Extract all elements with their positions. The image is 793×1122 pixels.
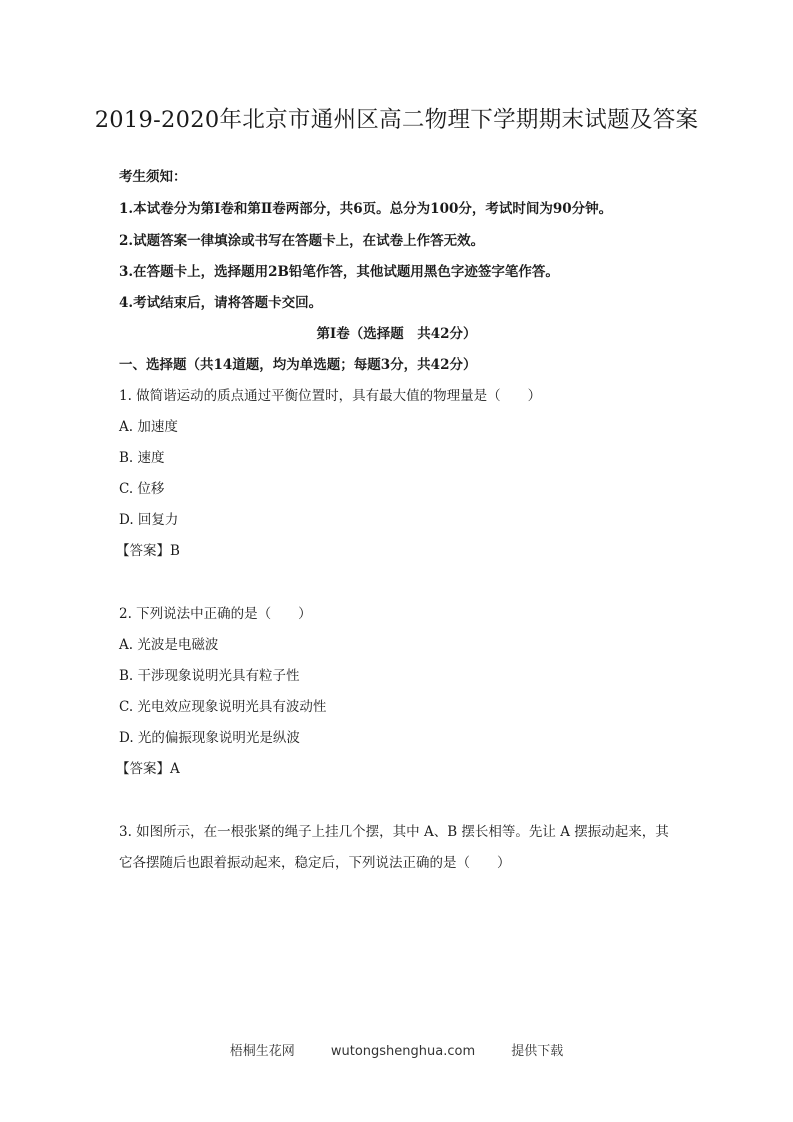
- question-1-answer: 【答案】B: [116, 543, 180, 559]
- question-3-stem-line1: 3. 如图所示，在一根张紧的绳子上挂几个摆，其中 A、B 摆长相等。先让 A 摆振动起来，其: [119, 824, 669, 840]
- notice-item: 4.考试结束后，请将答题卡交回。: [119, 295, 323, 311]
- question-2-option-c: C. 光电效应现象说明光具有波动性: [119, 699, 327, 715]
- question-1-option-c: C. 位移: [119, 481, 165, 497]
- question-2-stem: 2. 下列说法中正确的是（ ）: [119, 606, 312, 622]
- question-3-stem-line2: 它各摆随后也跟着振动起来，稳定后，下列说法正确的是（ ）: [119, 855, 511, 871]
- question-2-option-a: A. 光波是电磁波: [119, 637, 219, 653]
- question-1-option-d: D. 回复力: [119, 512, 179, 528]
- footer-note: 提供下载: [511, 1044, 564, 1059]
- part-title: 第Ⅰ卷（选择题 共42分）: [316, 326, 477, 342]
- section-title: 一、选择题（共14道题，均为单选题；每题3分，共42分）: [119, 357, 477, 373]
- question-2-answer: 【答案】A: [116, 761, 180, 777]
- document-title: 2019-2020年北京市通州区高二物理下学期期末试题及答案: [94, 107, 699, 133]
- page-footer: [0, 1040, 793, 1059]
- question-1-option-a: A. 加速度: [119, 419, 178, 435]
- notice-heading: 考生须知：: [119, 169, 187, 185]
- question-2-option-d: D. 光的偏振现象说明光是纵波: [119, 730, 300, 746]
- footer-url[interactable]: wutongshenghua.com: [330, 1044, 476, 1059]
- notice-item: 1.本试卷分为第Ⅰ卷和第Ⅱ卷两部分，共6页。总分为100分，考试时间为90分钟。: [119, 201, 613, 217]
- question-2-option-b: B. 干涉现象说明光具有粒子性: [119, 668, 300, 684]
- notice-item: 3.在答题卡上，选择题用2B铅笔作答，其他试题用黑色字迹签字笔作答。: [119, 264, 559, 280]
- question-1-stem: 1. 做简谐运动的质点通过平衡位置时，具有最大值的物理量是（ ）: [119, 388, 542, 404]
- footer-site-name: 梧桐生花网: [229, 1044, 295, 1059]
- notice-item: 2.试题答案一律填涂或书写在答题卡上，在试卷上作答无效。: [119, 233, 485, 249]
- question-1-option-b: B. 速度: [119, 450, 165, 466]
